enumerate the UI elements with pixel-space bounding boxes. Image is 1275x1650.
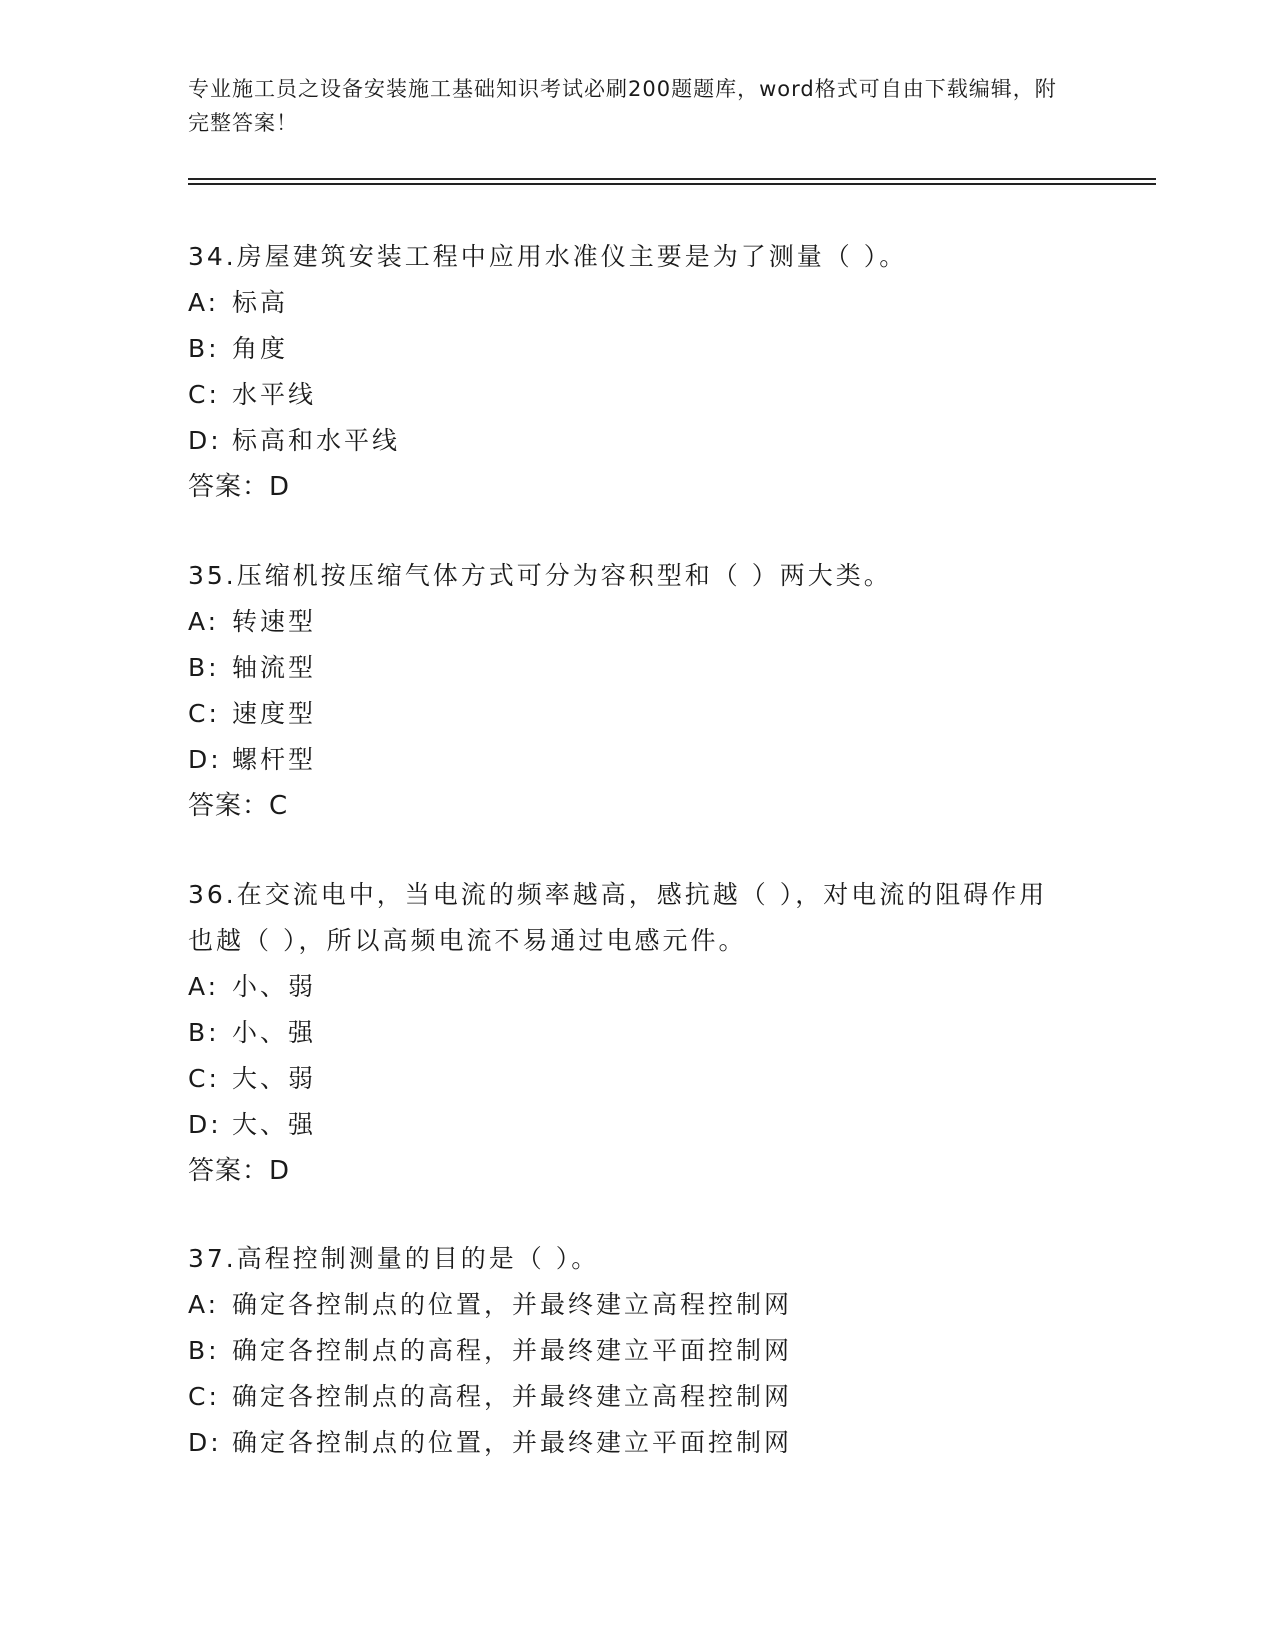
option-a (188, 1282, 1068, 1328)
option-text: 速度型 (232, 699, 317, 728)
option-letter: C: (188, 380, 220, 409)
option-c (188, 691, 1068, 737)
option-a (188, 964, 1068, 1010)
header-divider-bottom (188, 183, 1156, 185)
option-b (188, 1010, 1068, 1056)
option-d (188, 1420, 1068, 1466)
option-letter: D: (188, 426, 222, 455)
option-c (188, 1374, 1068, 1420)
option-letter: A: (188, 607, 220, 636)
option-text: 螺杆型 (232, 745, 317, 774)
option-d (188, 1102, 1068, 1148)
question-text: 34.房屋建筑安装工程中应用水准仪主要是为了测量（ ）。 (188, 242, 908, 271)
option-text: 确定各控制点的位置，并最终建立平面控制网 (232, 1428, 793, 1457)
option-text: 标高和水平线 (232, 426, 401, 455)
option-letter: D: (188, 745, 222, 774)
option-text: 小、强 (232, 1018, 317, 1047)
option-text: 轴流型 (232, 653, 317, 682)
header-divider-top (188, 178, 1156, 180)
question-36 (188, 872, 1068, 1194)
option-d (188, 418, 1068, 464)
option-letter: C: (188, 699, 220, 728)
option-b (188, 326, 1068, 372)
option-letter: D: (188, 1110, 222, 1139)
question-text: 36.在交流电中，当电流的频率越高，感抗越（ ），对电流的阻碍作用也越（ ），所以高频电流不易通过电感元件。 (188, 880, 1048, 955)
option-b (188, 645, 1068, 691)
option-text: 大、强 (232, 1110, 317, 1139)
option-letter: A: (188, 972, 220, 1001)
option-text: 小、弱 (232, 972, 317, 1001)
option-letter: B: (188, 1336, 220, 1365)
option-text: 确定各控制点的高程，并最终建立高程控制网 (232, 1382, 793, 1411)
question-text: 37.高程控制测量的目的是（ ）。 (188, 1244, 600, 1273)
option-letter: B: (188, 1018, 220, 1047)
answer-line: 答案：C (188, 791, 289, 821)
option-text: 转速型 (232, 607, 317, 636)
question-34 (188, 234, 1068, 510)
option-letter: B: (188, 334, 220, 363)
option-letter: A: (188, 288, 220, 317)
document-header-title: 专业施工员之设备安装施工基础知识考试必刷200题题库，word格式可自由下载编辑，附完整答案！ (188, 77, 1057, 135)
option-text: 确定各控制点的位置，并最终建立高程控制网 (232, 1290, 793, 1319)
option-letter: B: (188, 653, 220, 682)
option-text: 确定各控制点的高程，并最终建立平面控制网 (232, 1336, 793, 1365)
option-letter: A: (188, 1290, 220, 1319)
answer-line: 答案：D (188, 472, 291, 502)
answer-line: 答案：D (188, 1156, 291, 1186)
option-a (188, 280, 1068, 326)
option-letter: C: (188, 1382, 220, 1411)
option-text: 大、弱 (232, 1064, 317, 1093)
option-text: 角度 (232, 334, 289, 363)
option-c (188, 1056, 1068, 1102)
option-d (188, 737, 1068, 783)
option-letter: D: (188, 1428, 222, 1457)
question-35 (188, 553, 1068, 829)
option-text: 标高 (232, 288, 289, 317)
option-letter: C: (188, 1064, 220, 1093)
option-a (188, 599, 1068, 645)
option-text: 水平线 (232, 380, 317, 409)
question-37 (188, 1236, 1068, 1466)
option-b (188, 1328, 1068, 1374)
option-c (188, 372, 1068, 418)
question-text: 35.压缩机按压缩气体方式可分为容积型和（ ）两大类。 (188, 561, 892, 590)
